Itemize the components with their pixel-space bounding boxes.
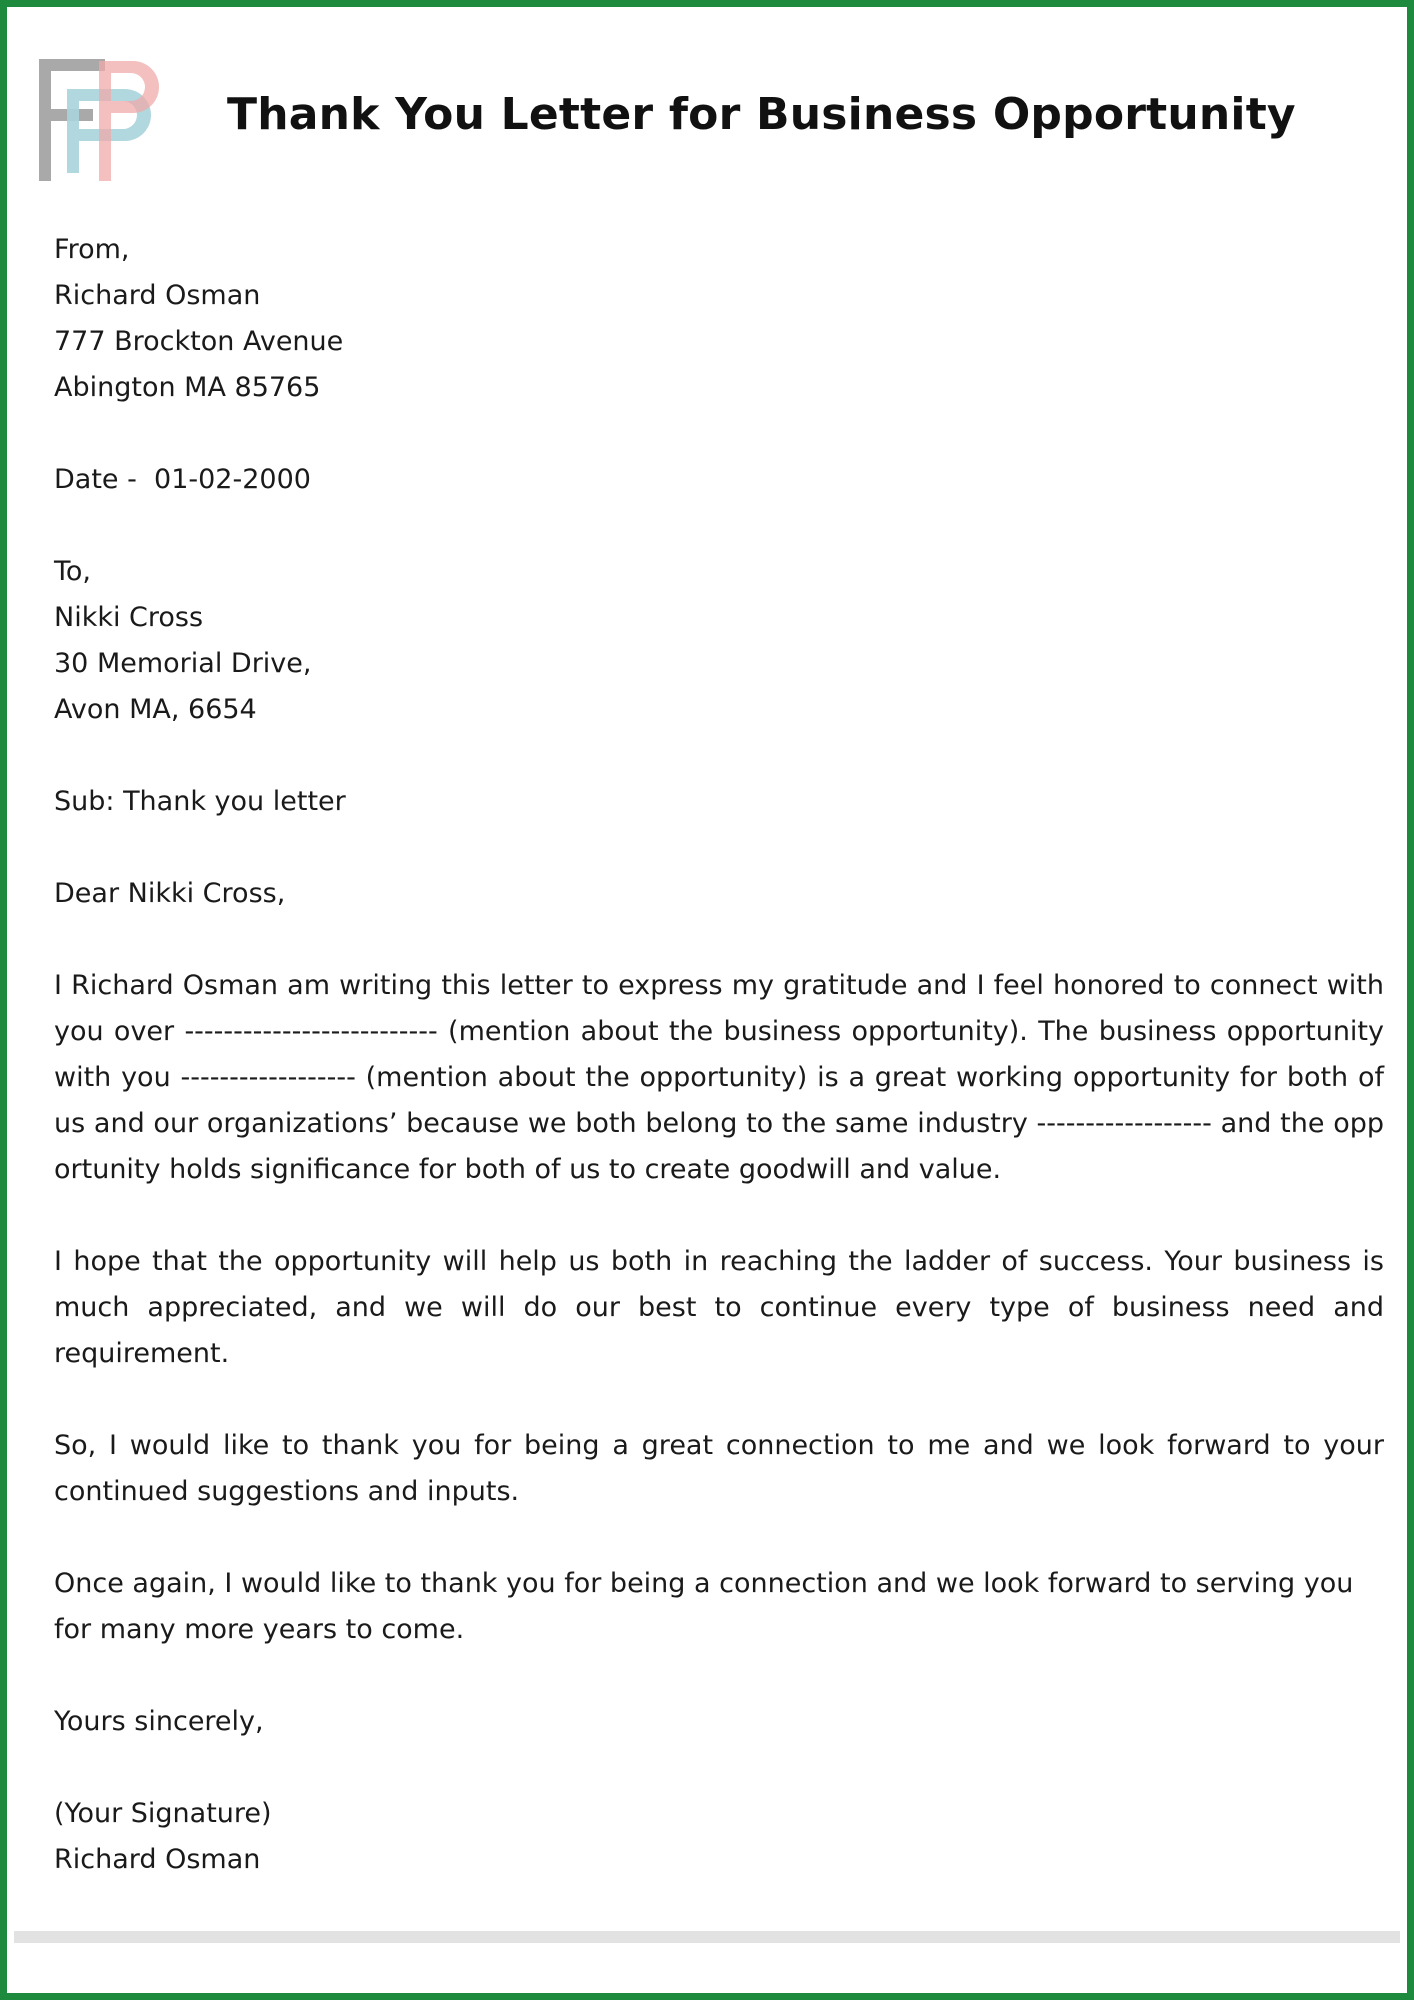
footer-divider — [14, 1931, 1400, 1943]
ftp-logo-graphic — [33, 49, 163, 184]
signature-block — [54, 1791, 1384, 1883]
letter-date: Date - 01-02-2000 — [54, 464, 311, 495]
salutation-block — [54, 871, 1384, 917]
ftp-logo-icon — [33, 49, 163, 184]
body-paragraph-3: So, I would like to thank you for being a great connection to me and we look forward to your continued suggestions and inputs. — [54, 1430, 1384, 1507]
recipient-address-line-2: Avon MA, 6654 — [54, 694, 257, 725]
body-paragraph-1: I Richard Osman am writing this letter to express my gratitude and I feel honored to connect with you over -------------------------- (mention about the business opportunity). The business opportunity with you ------------------ (mention about the opportunity) is a great working opportunity for both of us and our organizations’ because we both belong to the same industry ------------------ and the opportunity holds significance for both of us to create goodwill and value. — [54, 970, 1384, 1185]
letter-closing: Yours sincerely, — [54, 1706, 264, 1737]
body-paragraph-4: Once again, I would like to thank you for being a connection and we look forward to serving you for many more years to come. — [54, 1568, 1354, 1645]
subject-block — [54, 779, 1384, 825]
date-block — [54, 457, 1384, 503]
sender-address-line-1: 777 Brockton Avenue — [54, 326, 344, 357]
letter-body — [54, 227, 1384, 1929]
sender-address-line-2: Abington MA 85765 — [54, 372, 321, 403]
letter-subject: Sub: Thank you letter — [54, 786, 346, 817]
signature-placeholder: (Your Signature) — [54, 1798, 272, 1829]
body-paragraph-2: I hope that the opportunity will help us both in reaching the ladder of success. Your business is much appreciated, and we will do our best to continue every type of business need and requirement. — [54, 1246, 1384, 1369]
recipient-block — [54, 549, 1384, 733]
recipient-address-line-1: 30 Memorial Drive, — [54, 648, 312, 679]
letter-salutation: Dear Nikki Cross, — [54, 878, 286, 909]
page-title: Thank You Letter for Business Opportunity — [227, 89, 1296, 140]
sender-name: Richard Osman — [54, 280, 261, 311]
signature-name: Richard Osman — [54, 1844, 261, 1875]
sender-block — [54, 227, 1384, 411]
closing-block — [54, 1699, 1384, 1745]
sender-label: From, — [54, 234, 130, 265]
recipient-name: Nikki Cross — [54, 602, 204, 633]
recipient-label: To, — [54, 556, 92, 587]
